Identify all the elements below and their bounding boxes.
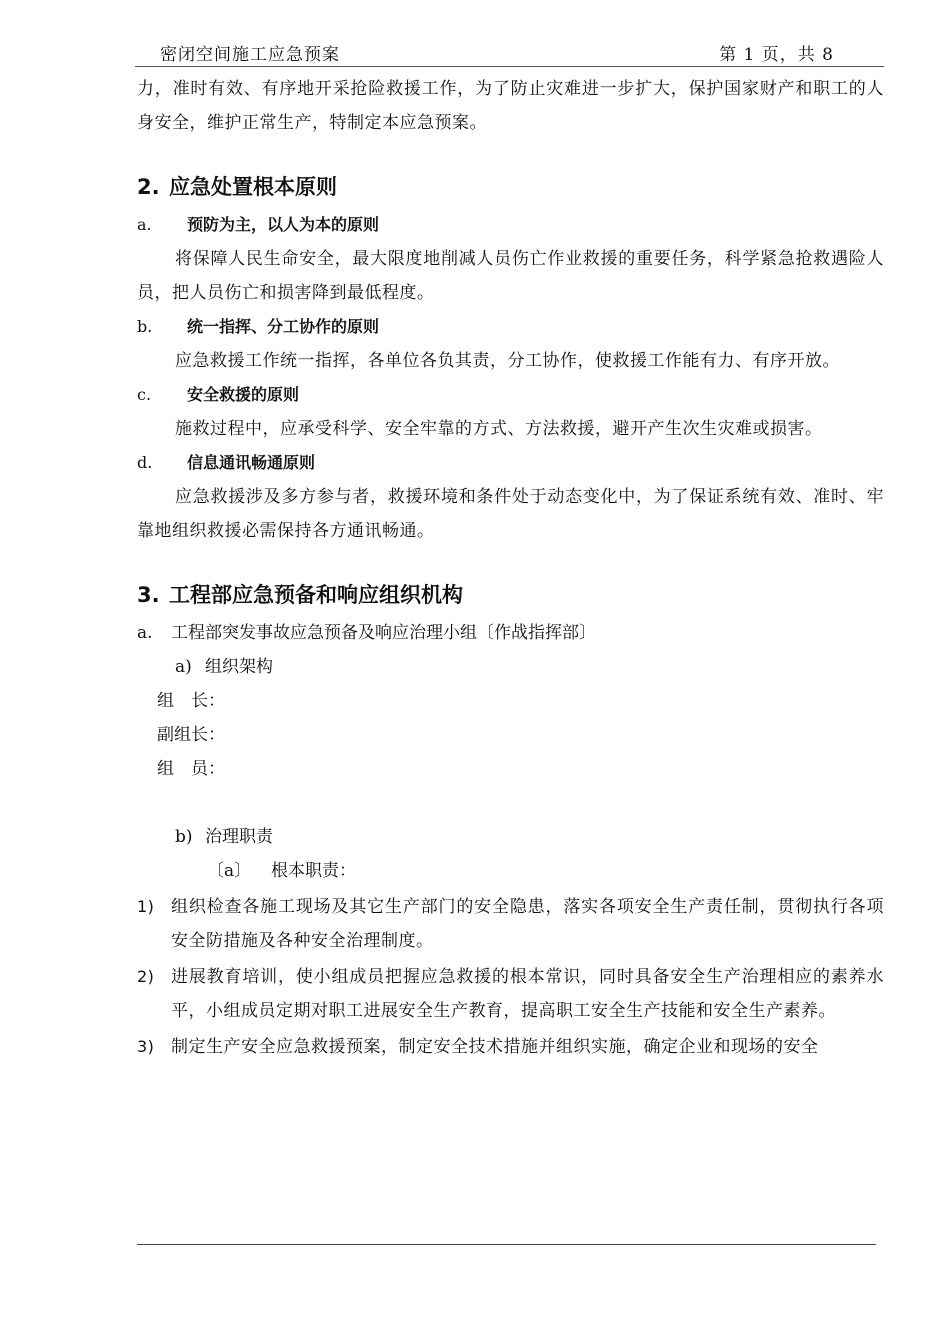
duty-item-3 (137, 1030, 884, 1064)
principle-c-body: 施救过程中，应承受科学、安全牢靠的方式、方法救援，避开产生次生灾难或损害。 (175, 419, 823, 439)
principle-c-heading (137, 378, 884, 412)
principle-a-heading (137, 208, 884, 242)
duty-text: 组织检查各施工现场及其它生产部门的安全隐患，落实各项安全生产责任制，贯彻执行各项安全防措施及各种安全治理制度。 (171, 897, 884, 951)
spacer (137, 786, 884, 820)
item-text: 工程部突发事故应急预备及响应治理小组〔作战指挥部〕 (171, 623, 596, 643)
item-letter: d. (137, 453, 153, 472)
duty-number: 3) (137, 1037, 155, 1056)
principle-title: 安全救援的原则 (187, 385, 300, 404)
basic-duties-item (137, 854, 884, 888)
section-title: 工程部应急预备和响应组织机构 (169, 583, 463, 607)
principle-b-heading (137, 310, 884, 344)
duty-item-2 (137, 960, 884, 1028)
page-number: 第 1 页，共 8 (719, 45, 834, 65)
section-2-heading (137, 170, 884, 204)
principle-a-body: 将保障人民生命安全，最大限度地削减人员伤亡作业救援的重要任务，科学紧急抢救遇险人员，把人员伤亡和损害降到最低程度。 (137, 249, 884, 303)
duty-item-1 (137, 890, 884, 958)
section-title: 应急处置根本原则 (169, 175, 337, 199)
duty-number: 2) (137, 967, 155, 986)
duty-text: 进展教育培训，使小组成员把握应急救援的根本常识，同时具备安全生产治理相应的素养水平，小组成员定期对职工进展安全生产教育，提高职工安全生产技能和安全生产素养。 (171, 967, 884, 1021)
role-deputy-leader: 副组长： (157, 725, 225, 745)
document-title: 密闭空间施工应急预案 (160, 45, 340, 65)
principle-title: 信息通讯畅通原则 (187, 453, 316, 472)
item-letter: a) (175, 657, 192, 677)
principle-title: 预防为主，以人为本的原则 (187, 215, 380, 234)
item-letter: b. (137, 317, 153, 336)
item-letter: a. (137, 215, 152, 234)
item-text: 根本职责： (271, 861, 356, 881)
item-letter: c. (137, 385, 152, 404)
duty-text: 制定生产安全应急救援预案，制定安全技术措施并组织实施，确定企业和现场的安全 (171, 1037, 819, 1057)
section-number: 2. (137, 175, 160, 199)
principle-d-heading (137, 446, 884, 480)
duty-number: 1) (137, 897, 155, 916)
footer-rule (137, 1244, 876, 1245)
document-body (137, 72, 884, 1064)
intro-paragraph: 力，准时有效、有序地开采抢险救援工作，为了防止灾难进一步扩大，保护国家财产和职工的人身安全，维护正常生产，特制定本应急预案。 (137, 79, 884, 133)
command-group-item (137, 616, 884, 650)
item-letter: 〔a〕 (207, 861, 252, 881)
section-number: 3. (137, 583, 160, 607)
item-text: 组织架构 (205, 657, 273, 677)
role-member: 组 员： (157, 759, 225, 779)
item-letter: b) (175, 827, 193, 847)
item-letter: a. (137, 623, 153, 643)
principle-b-body: 应急救援工作统一指挥，各单位各负其责，分工协作，使救援工作能有力、有序开放。 (175, 351, 840, 371)
section-3-heading (137, 578, 884, 612)
header-rule (135, 66, 884, 67)
principle-title: 统一指挥、分工协作的原则 (187, 317, 380, 336)
management-duties-item (137, 820, 884, 854)
item-text: 治理职责 (205, 827, 273, 847)
role-leader: 组 长： (157, 691, 225, 711)
page-header (160, 36, 882, 66)
principle-d-body: 应急救援涉及多方参与者，救援环境和条件处于动态变化中，为了保证系统有效、准时、牢靠地组织救援必需保持各方通讯畅通。 (137, 487, 884, 541)
org-structure-item (137, 650, 884, 684)
